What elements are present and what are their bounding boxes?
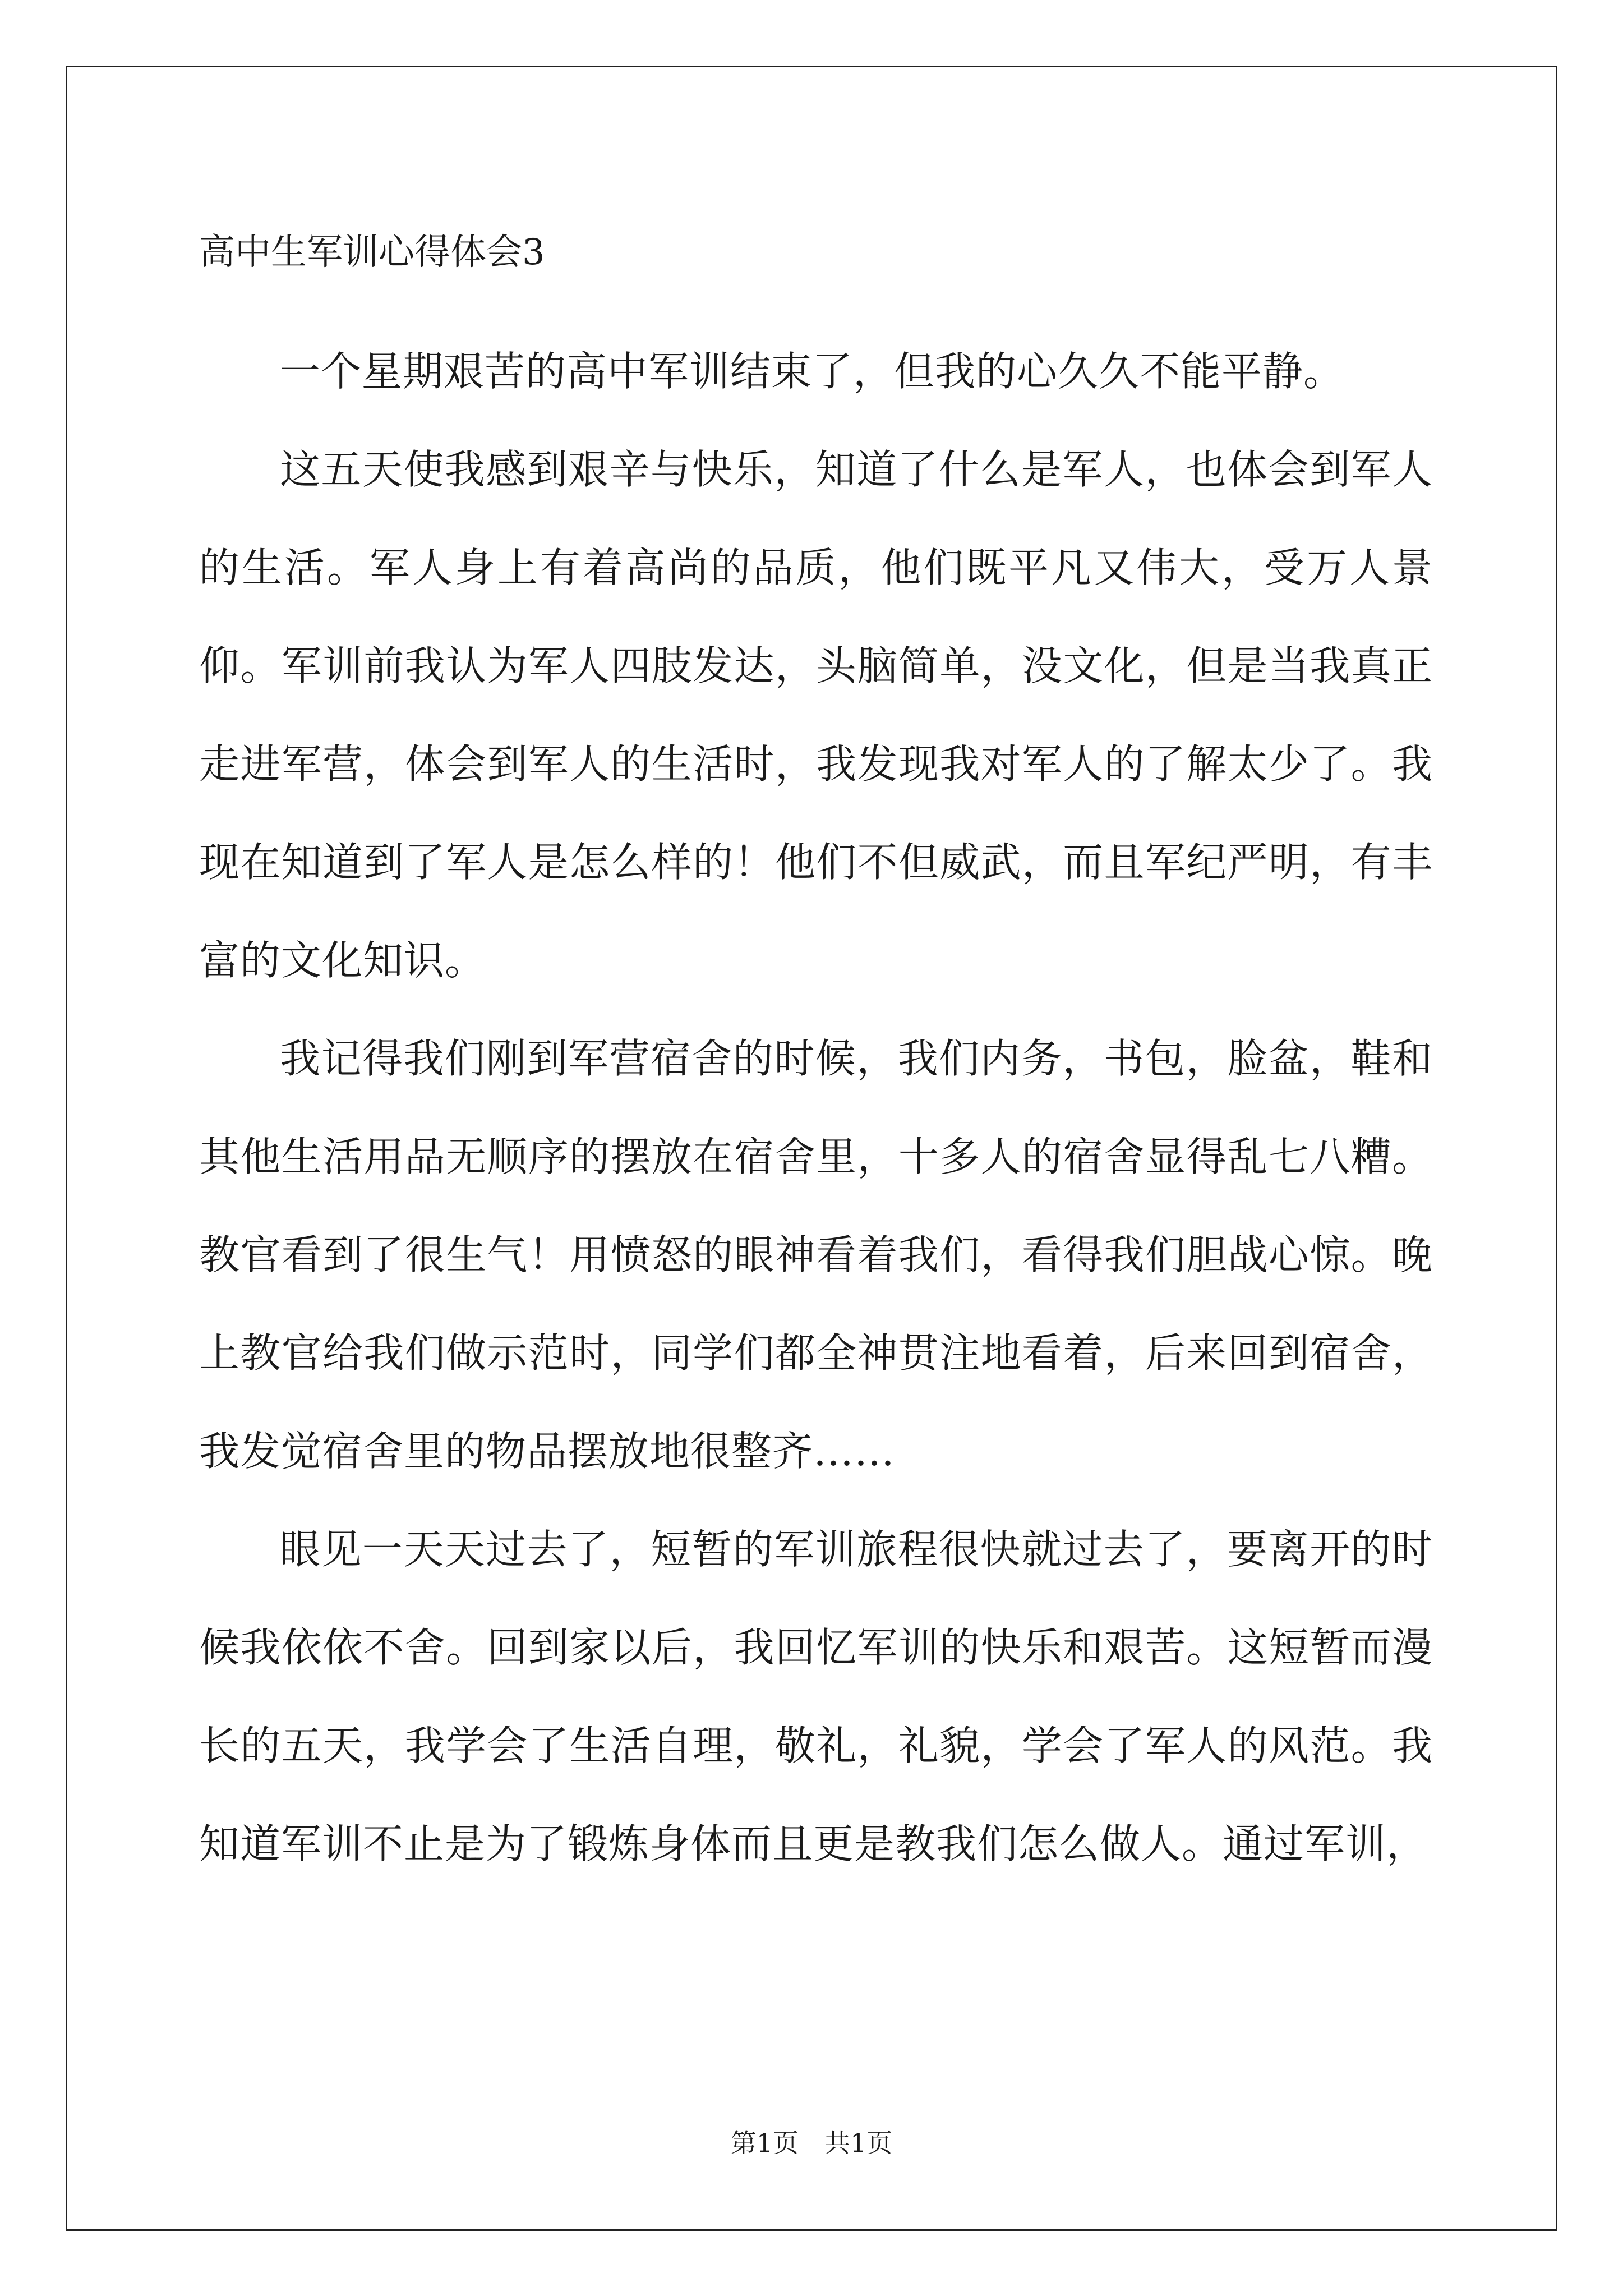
document-body [199,323,1433,1893]
paragraph-4: 眼见一天天过去了，短暂的军训旅程很快就过去了，要离开的时候我依依不舍。回到家以后，我回忆军训的快乐和艰苦。这短暂而漫长的五天，我学会了生活自理，敬礼，礼貌，学会了军人的风范。我知道军训不止是为了锻炼身体而且更是教我们怎么做人。通过军训， [199,1526,1433,1867]
document-title: 高中生军训心得体会3 [199,232,545,273]
paragraph-3: 我记得我们刚到军营宿舍的时候，我们内务，书包，脸盆，鞋和其他生活用品无顺序的摆放在宿舍里，十多人的宿舍显得乱七八糟。教官看到了很生气！用愤怒的眼神看着我们，看得我们胆战心惊。晚上教官给我们做示范时，同学们都全神贯注地看着，后来回到宿舍，我发觉宿舍里的物品摆放地很整齐…… [199,1035,1433,1475]
page-number-footer: 第1页 共1页 [730,2128,893,2158]
paragraph-1: 一个星期艰苦的高中军训结束了，但我的心久久不能平静。 [280,348,1345,395]
paragraph-2: 这五天使我感到艰辛与快乐，知道了什么是军人，也体会到军人的生活。军人身上有着高尚的品质，他们既平凡又伟大，受万人景仰。军训前我认为军人四肢发达，头脑简单，没文化，但是当我真正走进军营，体会到军人的生活时，我发现我对军人的了解太少了。我现在知道到了军人是怎么样的！他们不但威武，而且军纪严明，有丰富的文化知识。 [199,446,1433,984]
